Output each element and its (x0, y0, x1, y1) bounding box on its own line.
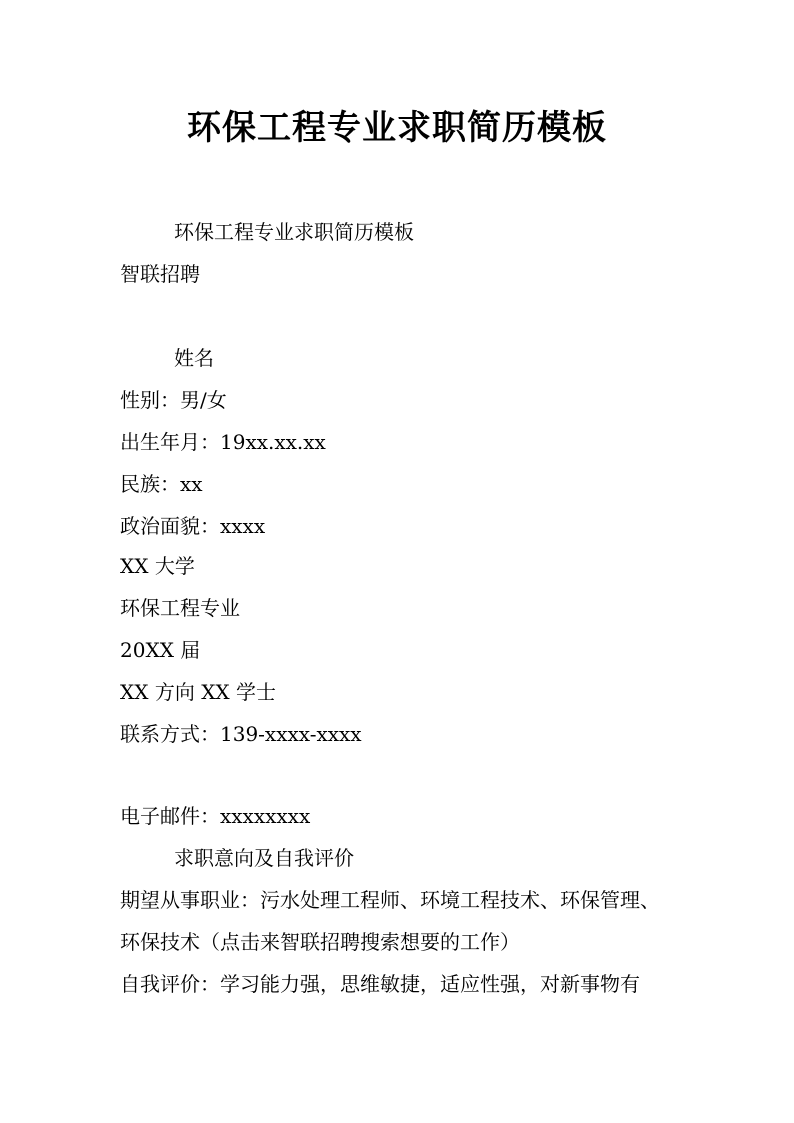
email-field: 电子邮件：xxxxxxxx (120, 804, 311, 828)
section-heading: 求职意向及自我评价 (174, 846, 354, 870)
university-field: XX 大学 (120, 554, 195, 578)
degree-field: XX 方向 XX 学士 (120, 680, 277, 704)
self-evaluation-line: 自我评价：学习能力强，思维敏捷，适应性强，对新事物有 (120, 972, 640, 996)
expected-job-line-2: 环保技术（点击来智联招聘搜索想要的工作） (120, 930, 520, 954)
name-label: 姓名 (174, 346, 214, 370)
major-field: 环保工程专业 (120, 596, 240, 620)
subtitle: 环保工程专业求职简历模板 (174, 220, 414, 244)
expected-job-line-1: 期望从事职业：污水处理工程师、环境工程技术、环保管理、 (120, 888, 660, 912)
ethnicity-field: 民族：xx (120, 472, 203, 496)
political-status-field: 政治面貌：xxxx (120, 514, 266, 538)
class-year-field: 20XX 届 (120, 638, 201, 662)
birth-field: 出生年月：19xx.xx.xx (120, 430, 326, 454)
document-title: 环保工程专业求职简历模板 (187, 108, 607, 148)
contact-field: 联系方式：139-xxxx-xxxx (120, 722, 362, 746)
source-label: 智联招聘 (120, 262, 200, 286)
gender-field: 性别：男/女 (120, 388, 227, 412)
